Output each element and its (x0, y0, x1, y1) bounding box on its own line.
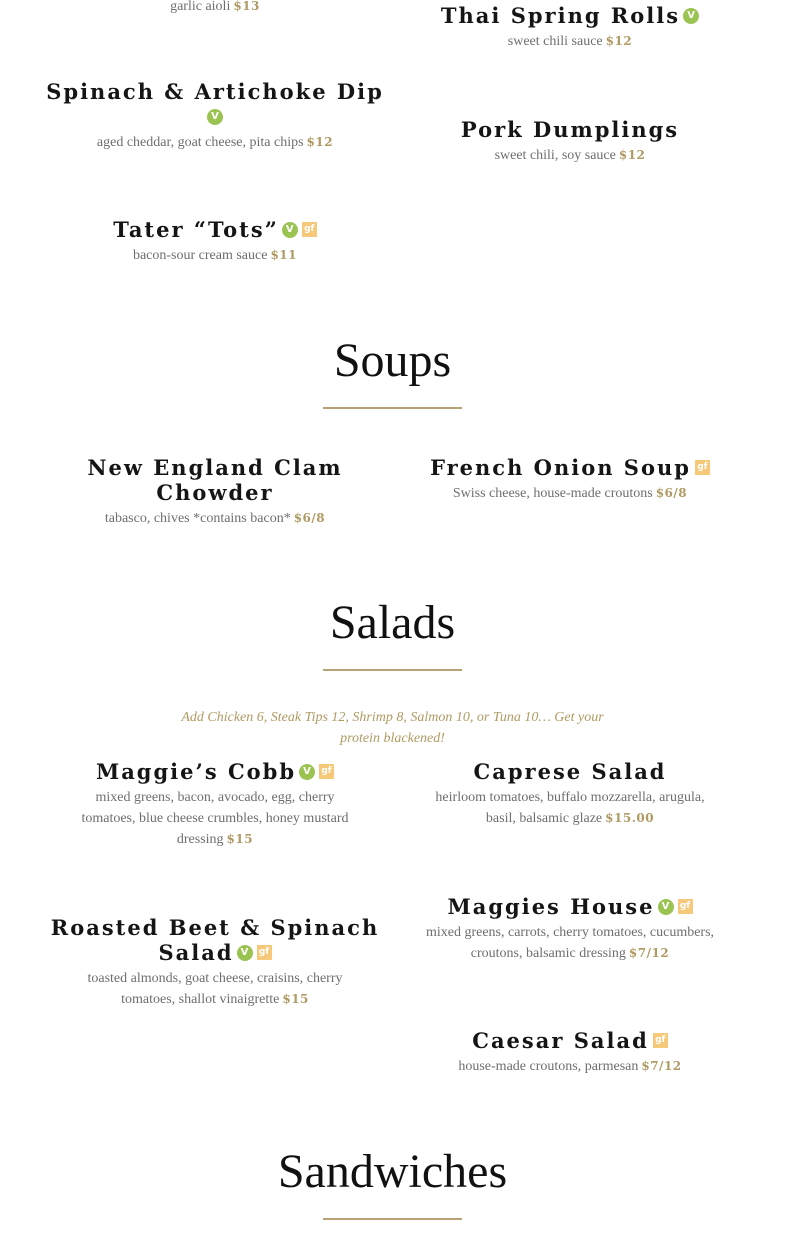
gluten-free-icon: gf (257, 945, 272, 960)
item-price: $6/8 (293, 511, 326, 525)
menu-item-spinach-artichoke-dip (40, 79, 390, 153)
item-price: $12 (306, 135, 334, 149)
item-name: Caesar Salad gf (420, 1028, 720, 1053)
item-name: French Onion Soup gf (395, 455, 745, 480)
item-name: Thai Spring Rolls V (405, 3, 735, 28)
item-name: Maggies House V gf (420, 894, 720, 919)
vegetarian-icon: V (207, 109, 223, 125)
menu-item-maggies-cobb (70, 759, 360, 850)
menu-item-thai-spring-rolls (405, 3, 735, 52)
gluten-free-icon: gf (653, 1033, 668, 1048)
vegetarian-icon: V (237, 945, 253, 961)
section-divider (323, 1218, 462, 1220)
item-price: $15 (226, 832, 254, 846)
gluten-free-icon: gf (319, 764, 334, 779)
item-description: mixed greens, carrots, cherry tomatoes, cucumbers, croutons, balsamic dressing $7/12 (425, 925, 715, 961)
item-price: $15 (282, 992, 309, 1006)
section-title-soups: Soups (333, 334, 452, 387)
menu-item-caprese-salad (425, 759, 715, 829)
vegetarian-icon: V (683, 8, 699, 24)
item-price: $7/12 (628, 946, 670, 960)
section-title-sandwiches: Sandwiches (277, 1145, 508, 1198)
vegetarian-icon: V (299, 764, 315, 780)
item-description: toasted almonds, goat cheese, craisins, cherry tomatoes, shallot vinaigrette $15 (87, 971, 343, 1007)
vegetarian-icon: V (282, 222, 298, 238)
item-price: $13 (233, 0, 260, 13)
item-price: $15.00 (605, 811, 655, 825)
menu-item-caesar-salad (420, 1028, 720, 1077)
gluten-free-icon: gf (695, 460, 710, 475)
menu-item-clam-chowder (60, 455, 370, 529)
gluten-free-icon: gf (678, 899, 693, 914)
item-description: mixed greens, bacon, avocado, egg, cherry tomatoes, blue cheese crumbles, honey mustard dressing $15 (81, 790, 349, 847)
vegetarian-icon: V (658, 899, 674, 915)
item-price: $12 (618, 148, 646, 162)
menu-item-maggies-house (420, 894, 720, 964)
item-description: bacon-sour cream sauce $11 (132, 248, 298, 263)
item-description: tabasco, chives *contains bacon* $6/8 (104, 511, 326, 526)
section-divider (323, 407, 462, 409)
salads-add-protein-note: Add Chicken 6, Steak Tips 12, Shrimp 8, Salmon 10, or Tuna 10… Get your protein blackened! (181, 710, 604, 746)
item-price: $12 (605, 34, 633, 48)
item-name: Spinach & Artichoke Dip V (40, 79, 390, 129)
menu-item-garlic-aioli (60, 0, 370, 17)
item-description: garlic aioli $13 (170, 0, 260, 14)
menu-item-pork-dumplings (405, 117, 735, 166)
item-price: $6/8 (655, 486, 688, 500)
item-description: sweet chili sauce $12 (507, 34, 633, 49)
section-title-salads: Salads (329, 596, 456, 649)
item-name: Maggie’s Cobb V gf (70, 759, 360, 784)
item-name: New England Clam Chowder (87, 455, 343, 505)
item-description: Swiss cheese, house-made croutons $6/8 (452, 486, 688, 501)
item-name: Roasted Beet & Spinach Salad V gf (50, 915, 380, 965)
menu-item-tater-tots (60, 217, 370, 266)
item-name: Tater “Tots” V gf (60, 217, 370, 242)
menu-item-roasted-beet-spinach-salad (40, 915, 390, 1010)
menu-item-french-onion-soup (395, 455, 745, 504)
item-description: house-made croutons, parmesan $7/12 (458, 1059, 682, 1074)
item-name: Caprese Salad (473, 759, 667, 784)
item-price: $11 (270, 248, 298, 262)
gluten-free-icon: gf (302, 222, 317, 237)
item-description: sweet chili, soy sauce $12 (494, 148, 646, 163)
section-divider (323, 669, 462, 671)
item-description: heirloom tomatoes, buffalo mozzarella, arugula, basil, balsamic glaze $15.00 (435, 790, 705, 826)
item-description: aged cheddar, goat cheese, pita chips $12 (96, 135, 334, 150)
item-price: $7/12 (641, 1059, 682, 1073)
item-name: Pork Dumplings (460, 117, 680, 142)
